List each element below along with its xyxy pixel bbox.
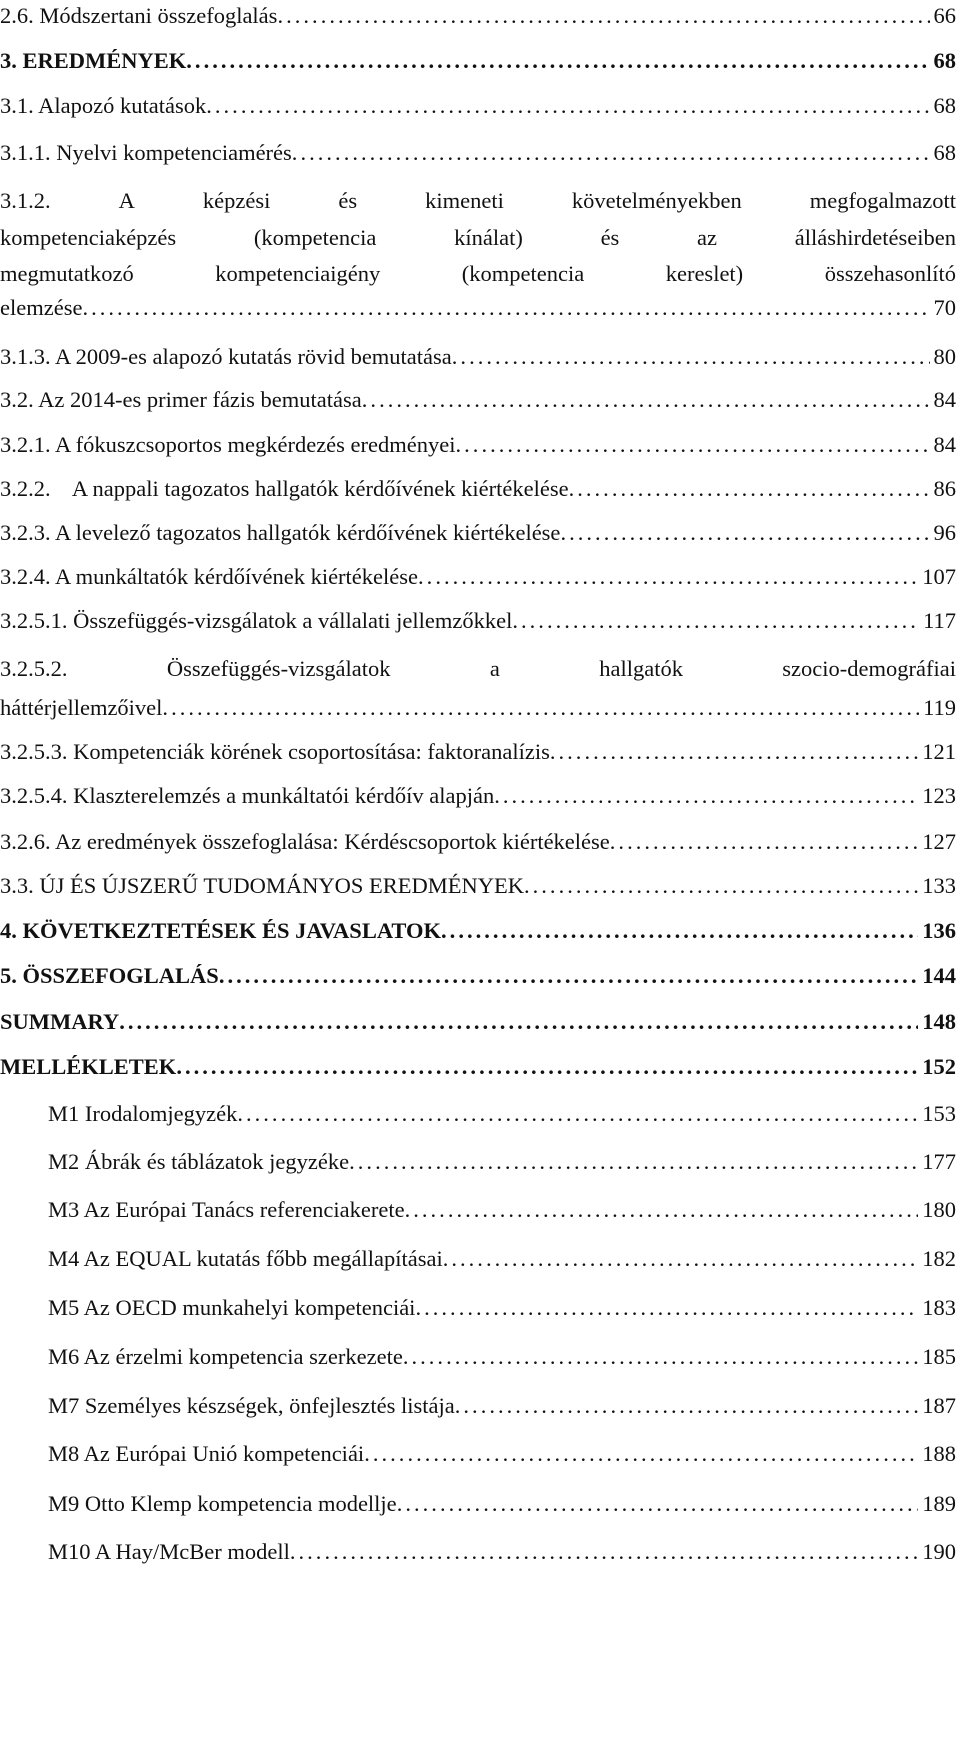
toc-page-number: 66 [933, 3, 956, 28]
toc-entry-line [0, 1484, 956, 1524]
toc-page-number: 117 [923, 608, 956, 633]
toc-entry-line [0, 776, 956, 816]
dot-leader [349, 1142, 918, 1182]
toc-page-number: 144 [922, 963, 956, 988]
dot-leader [162, 688, 919, 728]
dot-leader [452, 337, 930, 377]
toc-entry-title: 3.1.1. Nyelvi kompetenciamérés [0, 140, 292, 165]
toc-entry-line [0, 1002, 956, 1042]
dot-leader [455, 1386, 919, 1426]
toc-entry-title: M3 Az Európai Tanács referenciakerete [48, 1197, 405, 1222]
toc-page-number: 123 [922, 783, 956, 808]
toc-entry-line [0, 86, 956, 126]
toc-entry-line [0, 380, 956, 420]
toc-entry-word: (kompetencia [253, 225, 377, 250]
toc-entry-line [0, 337, 956, 377]
dot-leader [441, 911, 918, 951]
toc-entry-title: 3.2.5.4. Klaszterelemzés a munkáltatói kérdőív alapján [0, 783, 495, 808]
dot-leader [405, 1190, 919, 1230]
dot-leader [415, 1288, 918, 1328]
toc-entry-line [0, 288, 956, 328]
toc-entry-word: A [118, 188, 135, 213]
toc-page-number: 148 [922, 1009, 956, 1034]
toc-entry-word: megmutatkozó [0, 261, 134, 286]
toc-entry-line [0, 1337, 956, 1377]
toc-entry-line [0, 1190, 956, 1230]
toc-page-number: 152 [922, 1054, 956, 1079]
toc-entry-word: megfogalmazott [809, 188, 956, 213]
toc-entry-title: MELLÉKLETEK [0, 1054, 177, 1079]
dot-leader [418, 557, 918, 597]
dot-leader [364, 1434, 918, 1474]
dot-leader [176, 1047, 918, 1087]
dot-leader [290, 1532, 918, 1572]
toc-page-number: 136 [922, 918, 956, 943]
toc-page-number: 84 [933, 387, 956, 412]
dot-leader [292, 133, 930, 173]
toc-entry-title: M2 Ábrák és táblázatok jegyzéke [48, 1149, 350, 1174]
toc-entry-title: háttérjellemzőivel [0, 695, 163, 720]
toc-entry-word: képzési [202, 188, 271, 213]
toc-entry-line [0, 218, 956, 258]
dot-leader [219, 956, 918, 996]
toc-entry-line [0, 557, 956, 597]
toc-page-number: 119 [923, 695, 956, 720]
toc-entry-word: és [600, 225, 620, 250]
toc-page-number: 180 [922, 1197, 956, 1222]
dot-leader [362, 380, 930, 420]
toc-page-number: 68 [933, 140, 956, 165]
toc-page-number: 183 [922, 1295, 956, 1320]
dot-leader [512, 601, 919, 641]
toc-entry-word: 3.2.5.2. [0, 656, 68, 681]
toc-entry-line [0, 688, 956, 728]
toc-entry-word: összehasonlító [824, 261, 956, 286]
toc-entry-line [0, 866, 956, 906]
toc-page-number: 185 [922, 1344, 956, 1369]
dot-leader [403, 1337, 918, 1377]
toc-page-number: 80 [933, 344, 956, 369]
dot-leader [206, 86, 929, 126]
toc-entry-title: M5 Az OECD munkahelyi kompetenciái [48, 1295, 416, 1320]
toc-page-number: 68 [933, 93, 956, 118]
toc-entry-title: 3.3. ÚJ ÉS ÚJSZERŰ TUDOMÁNYOS EREDMÉNYEK [0, 873, 524, 898]
toc-page-number: 121 [922, 739, 956, 764]
toc-entry-word: és [338, 188, 358, 213]
dot-leader [119, 1002, 918, 1042]
toc-entry-title: M9 Otto Klemp kompetencia modellje [48, 1491, 397, 1516]
toc-entry-title: 3.1.3. A 2009-es alapozó kutatás rövid bemutatása [0, 344, 452, 369]
toc-entry-title: elemzése [0, 295, 83, 320]
toc-entry-word: kereslet) [665, 261, 744, 286]
toc-entry-title: M4 Az EQUAL kutatás főbb megállapításai [48, 1246, 443, 1271]
toc-page-number: 189 [922, 1491, 956, 1516]
toc-entry-title: 3.2.6. Az eredmények összefoglalása: Kérdéscsoportok kiértékelése [0, 829, 610, 854]
dot-leader [560, 513, 929, 553]
toc-page-number: 107 [922, 564, 956, 589]
toc-page-number: 187 [922, 1393, 956, 1418]
toc-entry-title: 3.1. Alapozó kutatások [0, 93, 207, 118]
toc-entry-word: kimeneti [425, 188, 504, 213]
toc-entry-line [0, 469, 956, 509]
toc-entry-title: SUMMARY [0, 1009, 120, 1034]
toc-entry-title: M10 A Hay/McBer modell [48, 1539, 290, 1564]
toc-entry-title: 5. ÖSSZEFOGLALÁS [0, 963, 219, 988]
toc-entry-word: követelményekben [571, 188, 742, 213]
toc-entry-title: 3. EREDMÉNYEK [0, 48, 187, 73]
toc-entry-word: az [697, 225, 718, 250]
toc-entry-line [0, 732, 956, 772]
dot-leader [524, 866, 918, 906]
dot-leader [494, 776, 918, 816]
toc-entry-word: álláshirdetéseiben [794, 225, 956, 250]
toc-page-number: 133 [922, 873, 956, 898]
toc-entry-line [0, 1142, 956, 1182]
toc-entry-line [0, 1434, 956, 1474]
dot-leader [237, 1094, 918, 1134]
toc-entry-line [0, 1094, 956, 1134]
dot-leader [277, 0, 929, 36]
toc-entry-line [0, 41, 956, 81]
toc-entry-line [0, 181, 956, 221]
toc-entry-word: kompetenciaigény [215, 261, 381, 286]
toc-entry-title: 2.6. Módszertani összefoglalás [0, 3, 278, 28]
toc-page-number: 96 [933, 520, 956, 545]
toc-entry-line [0, 425, 956, 465]
toc-page-number: 68 [933, 48, 956, 73]
toc-entry-title: 3.2.3. A levelező tagozatos hallgatók kérdőívének kiértékelése [0, 520, 561, 545]
dot-leader [610, 822, 918, 862]
toc-entry-line [0, 0, 956, 36]
toc-entry-line [0, 911, 956, 951]
toc-entry-word: 3.1.2. [0, 188, 51, 213]
toc-entry-title: 3.2.2. A nappali tagozatos hallgatók kérdőívének kiértékelése [0, 476, 569, 501]
toc-page-number: 190 [922, 1539, 956, 1564]
toc-entry-title: 3.2. Az 2014-es primer fázis bemutatása [0, 387, 362, 412]
toc-entry-word: hallgatók [599, 656, 683, 681]
toc-entry-title: 3.2.4. A munkáltatók kérdőívének kiértékelése [0, 564, 419, 589]
toc-entry-line [0, 1532, 956, 1572]
toc-entry-line [0, 1239, 956, 1279]
toc-entry-line [0, 601, 956, 641]
dot-leader [82, 288, 929, 328]
toc-entry-title: 3.2.5.3. Kompetenciák körének csoportosítása: faktoranalízis [0, 739, 550, 764]
toc-entry-word: szocio-demográfiai [782, 656, 956, 681]
toc-entry-line [0, 1386, 956, 1426]
toc-entry-title: 3.2.5.1. Összefüggés-vizsgálatok a vállalati jellemzőkkel [0, 608, 513, 633]
toc-entry-line [0, 649, 956, 689]
toc-entry-title: M1 Irodalomjegyzék [48, 1101, 238, 1126]
toc-page-number: 182 [922, 1246, 956, 1271]
toc-page-number: 153 [922, 1101, 956, 1126]
toc-entry-title: 3.2.1. A fókuszcsoportos megkérdezés eredményei [0, 432, 456, 457]
toc-page-number: 127 [922, 829, 956, 854]
toc-entry-word: (kompetencia [461, 261, 585, 286]
toc-entry-line [0, 956, 956, 996]
toc-entry-line [0, 822, 956, 862]
dot-leader [569, 469, 930, 509]
toc-entry-title: M7 Személyes készségek, önfejlesztés listája [48, 1393, 455, 1418]
toc-entry-title: 4. KÖVETKEZTETÉSEK ÉS JAVASLATOK [0, 918, 442, 943]
dot-leader [186, 41, 929, 81]
dot-leader [443, 1239, 919, 1279]
toc-entry-word: kínálat) [454, 225, 523, 250]
toc-entry-line [0, 133, 956, 173]
toc-entry-line [0, 513, 956, 553]
dot-leader [550, 732, 918, 772]
toc-entry-word: a [489, 656, 500, 681]
dot-leader [397, 1484, 919, 1524]
toc-page-number: 177 [922, 1149, 956, 1174]
toc-entry-word: Összefüggés-vizsgálatok [166, 656, 391, 681]
dot-leader [456, 425, 930, 465]
toc-page-number: 188 [922, 1441, 956, 1466]
toc-page-number: 86 [933, 476, 956, 501]
toc-entry-line [0, 1288, 956, 1328]
toc-entry-title: M6 Az érzelmi kompetencia szerkezete [48, 1344, 403, 1369]
toc-entry-line [0, 1047, 956, 1087]
toc-entry-word: kompetenciaképzés [0, 225, 177, 250]
toc-page-number: 84 [933, 432, 956, 457]
toc-page-number: 70 [933, 295, 956, 320]
toc-entry-title: M8 Az Európai Unió kompetenciái [48, 1441, 365, 1466]
